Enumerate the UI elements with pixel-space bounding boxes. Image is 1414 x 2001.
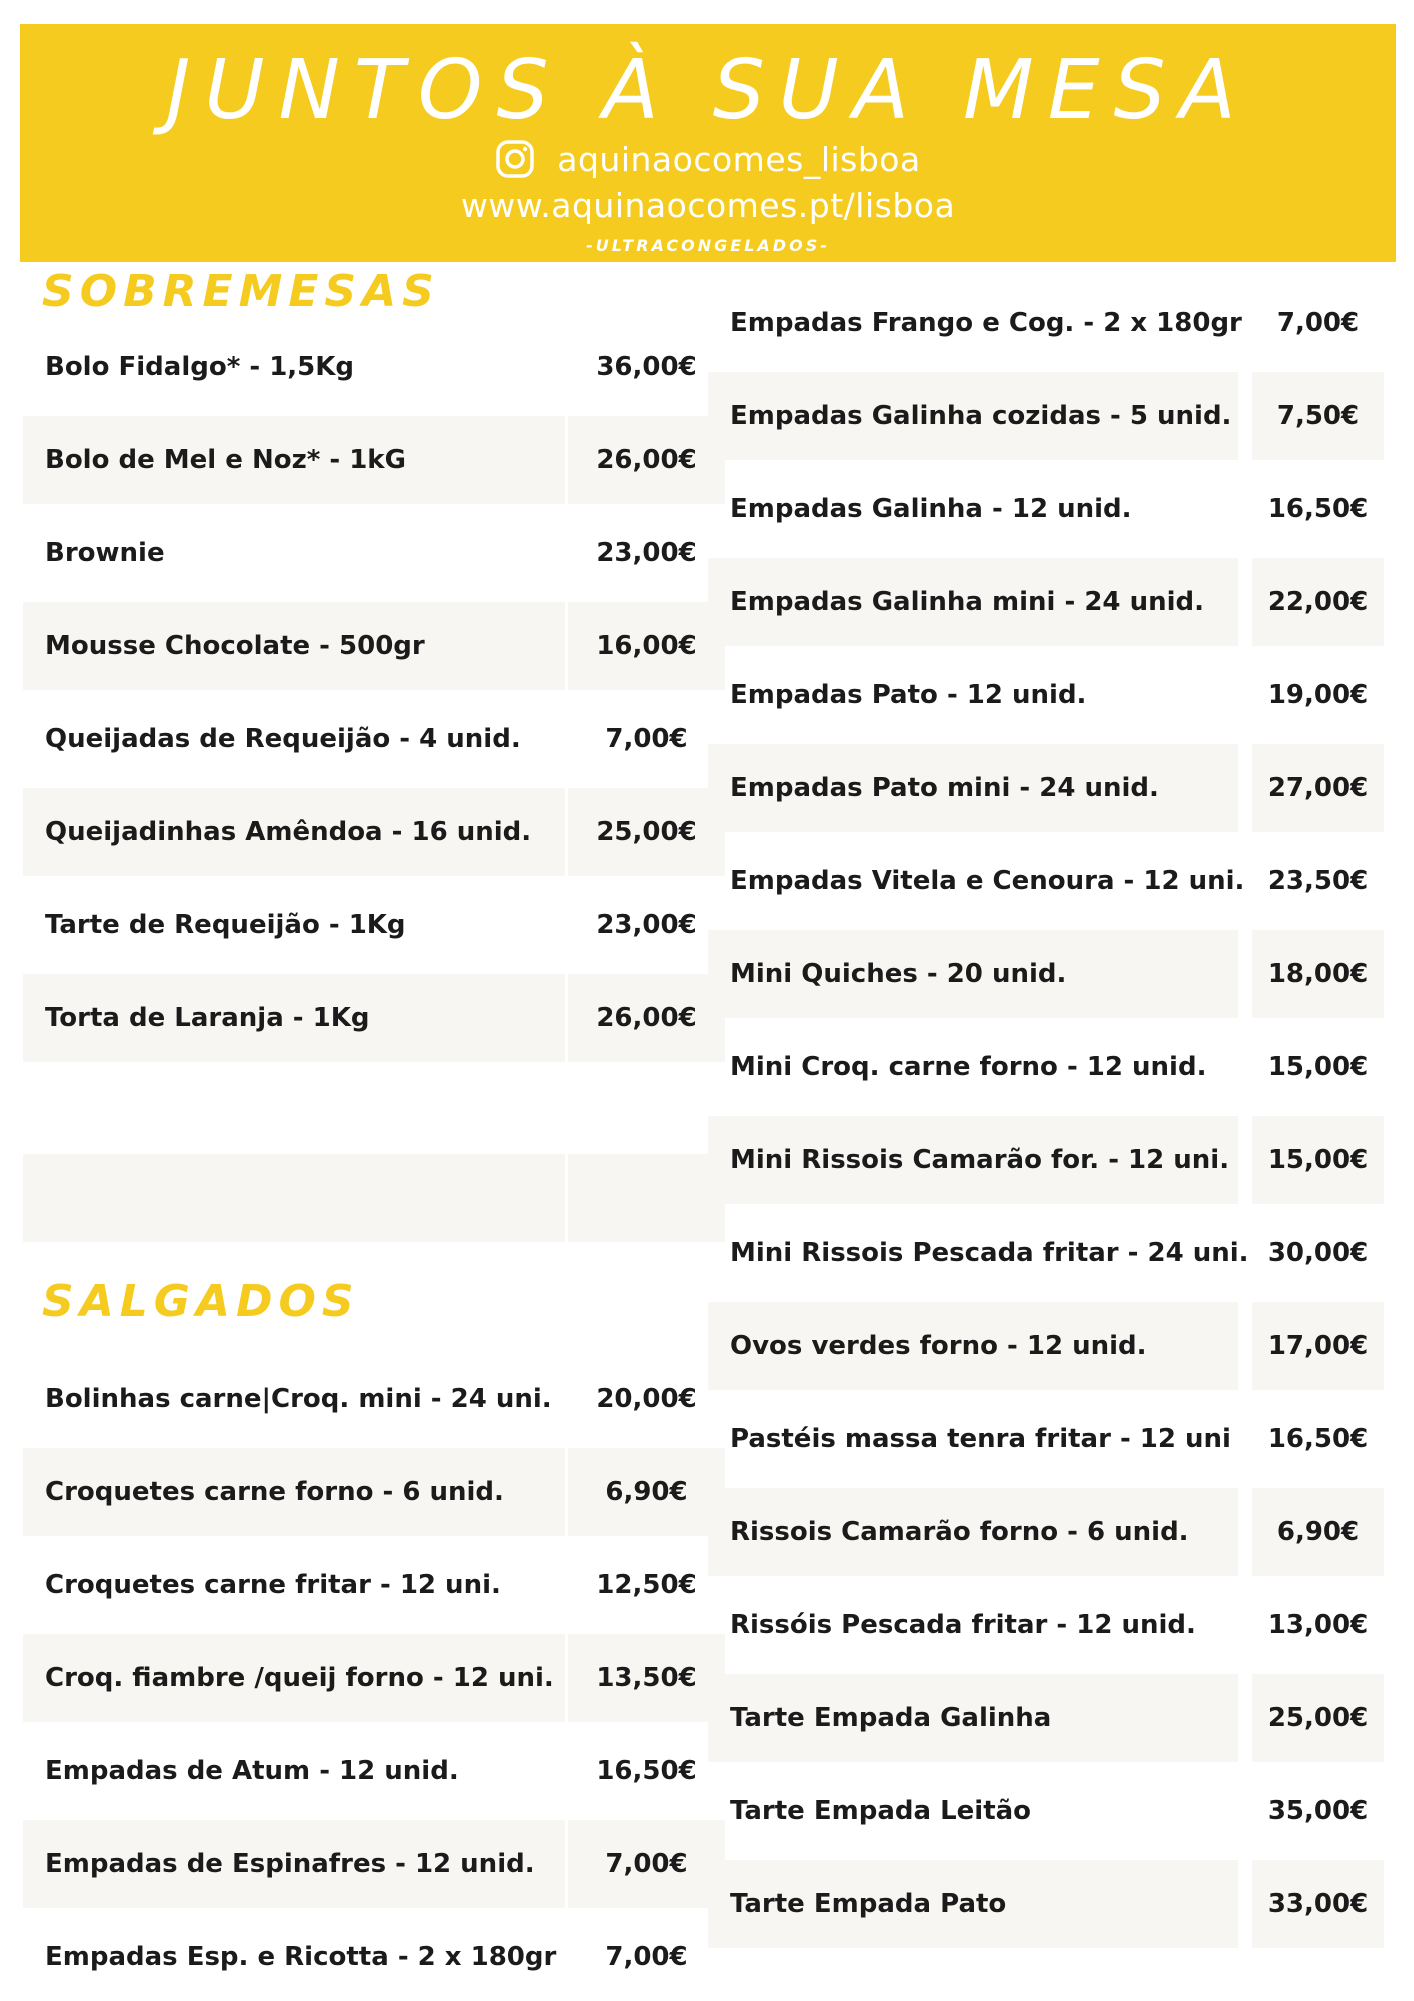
item-name: Empadas de Espinafres - 12 unid. — [23, 1820, 565, 1908]
item-name: Tarte Empada Pato — [708, 1860, 1238, 1948]
page-title: JUNTOS À SUA MESA — [166, 43, 1250, 138]
item-name: Mini Rissois Camarão for. - 12 uni. — [708, 1116, 1238, 1204]
item-name: Tarte Empada Galinha — [708, 1674, 1238, 1762]
item-price: 12,50€ — [596, 1570, 697, 1600]
item-price: 7,00€ — [1276, 308, 1360, 338]
website-link[interactable]: www.aquinaocomes.pt/lisboa — [460, 186, 956, 225]
item-price: 6,90€ — [1252, 1488, 1384, 1576]
item-price: 26,00€ — [568, 416, 725, 504]
item-name: Empadas Galinha - 12 unid. — [730, 494, 1132, 524]
item-name: Torta de Laranja - 1Kg — [23, 974, 565, 1062]
item-price: 16,00€ — [568, 602, 725, 690]
item-price: 23,50€ — [1267, 866, 1369, 896]
section-title-sobremesas: SOBREMESAS — [42, 266, 440, 317]
item-name: Bolo Fidalgo* - 1,5Kg — [45, 352, 355, 382]
item-name: Croquetes carne fritar - 12 uni. — [45, 1570, 501, 1600]
item-price: 16,50€ — [1267, 494, 1369, 524]
subtitle: -ULTRACONGELADOS- — [586, 236, 830, 255]
item-name: Empadas de Atum - 12 unid. — [45, 1756, 459, 1786]
item-name — [23, 1154, 565, 1242]
header-banner — [20, 24, 1396, 262]
item-price: 33,00€ — [1252, 1860, 1384, 1948]
item-price: 26,00€ — [568, 974, 725, 1062]
item-price: 13,50€ — [568, 1634, 725, 1722]
item-name: Empadas Galinha mini - 24 unid. — [708, 558, 1238, 646]
item-name: Empadas Frango e Cog. - 2 x 180gr — [730, 308, 1242, 338]
item-name: Pastéis massa tenra fritar - 12 uni — [730, 1424, 1231, 1454]
instagram-row[interactable] — [20, 134, 1396, 184]
item-price — [568, 1154, 725, 1242]
item-price: 7,00€ — [605, 724, 688, 754]
item-name: Empadas Pato mini - 24 unid. — [708, 744, 1238, 832]
item-name: Tarte Empada Leitão — [730, 1796, 1032, 1826]
item-name: Queijadinhas Amêndoa - 16 unid. — [23, 788, 565, 876]
item-price: 20,00€ — [596, 1384, 697, 1414]
item-price: 15,00€ — [1252, 1116, 1384, 1204]
item-name: Empadas Esp. e Ricotta - 2 x 180gr — [45, 1942, 557, 1972]
item-price: 35,00€ — [1267, 1796, 1369, 1826]
item-name: Empadas Galinha cozidas - 5 unid. — [708, 372, 1238, 460]
item-price: 25,00€ — [568, 788, 725, 876]
item-name: Croquetes carne forno - 6 unid. — [23, 1448, 565, 1536]
item-name: Mini Quiches - 20 unid. — [708, 930, 1238, 1018]
section-title-salgados: SALGADOS — [42, 1276, 360, 1327]
item-name: Empadas Vitela e Cenoura - 12 uni. — [730, 866, 1245, 896]
item-name: Tarte de Requeijão - 1Kg — [45, 910, 406, 940]
item-name: Bolo de Mel e Noz* - 1kG — [23, 416, 565, 504]
item-price: 16,50€ — [596, 1756, 697, 1786]
item-price: 23,00€ — [596, 538, 697, 568]
item-name: Empadas Pato - 12 unid. — [730, 680, 1087, 710]
item-price: 13,00€ — [1267, 1610, 1369, 1640]
item-name: Croq. fiambre /queij forno - 12 uni. — [23, 1634, 565, 1722]
item-price: 17,00€ — [1252, 1302, 1384, 1390]
item-name: Rissois Camarão forno - 6 unid. — [708, 1488, 1238, 1576]
item-name: Rissóis Pescada fritar - 12 unid. — [730, 1610, 1196, 1640]
item-name: Mini Rissois Pescada fritar - 24 uni. — [730, 1238, 1249, 1268]
item-price: 18,00€ — [1252, 930, 1384, 1018]
item-name: Bolinhas carne|Croq. mini - 24 uni. — [45, 1384, 552, 1414]
item-price: 25,00€ — [1252, 1674, 1384, 1762]
item-name — [23, 1061, 565, 1149]
item-price: 30,00€ — [1267, 1238, 1369, 1268]
item-price: 27,00€ — [1252, 744, 1384, 832]
instagram-icon — [495, 139, 535, 179]
item-price: 7,00€ — [568, 1820, 725, 1908]
item-name: Brownie — [45, 538, 165, 568]
item-price: 6,90€ — [568, 1448, 725, 1536]
item-name: Queijadas de Requeijão - 4 unid. — [45, 724, 521, 754]
instagram-handle[interactable]: aquinaocomes_lisboa — [557, 139, 921, 179]
item-price: 23,00€ — [596, 910, 697, 940]
item-price: 19,00€ — [1267, 680, 1369, 710]
item-price: 36,00€ — [596, 352, 697, 382]
item-name: Ovos verdes forno - 12 unid. — [708, 1302, 1238, 1390]
item-price: 16,50€ — [1267, 1424, 1369, 1454]
item-name: Mini Croq. carne forno - 12 unid. — [730, 1052, 1207, 1082]
item-price — [568, 1061, 725, 1149]
item-price: 7,50€ — [1252, 372, 1384, 460]
item-price: 22,00€ — [1252, 558, 1384, 646]
item-price: 7,00€ — [605, 1942, 688, 1972]
item-price: 15,00€ — [1267, 1052, 1369, 1082]
item-name: Mousse Chocolate - 500gr — [23, 602, 565, 690]
